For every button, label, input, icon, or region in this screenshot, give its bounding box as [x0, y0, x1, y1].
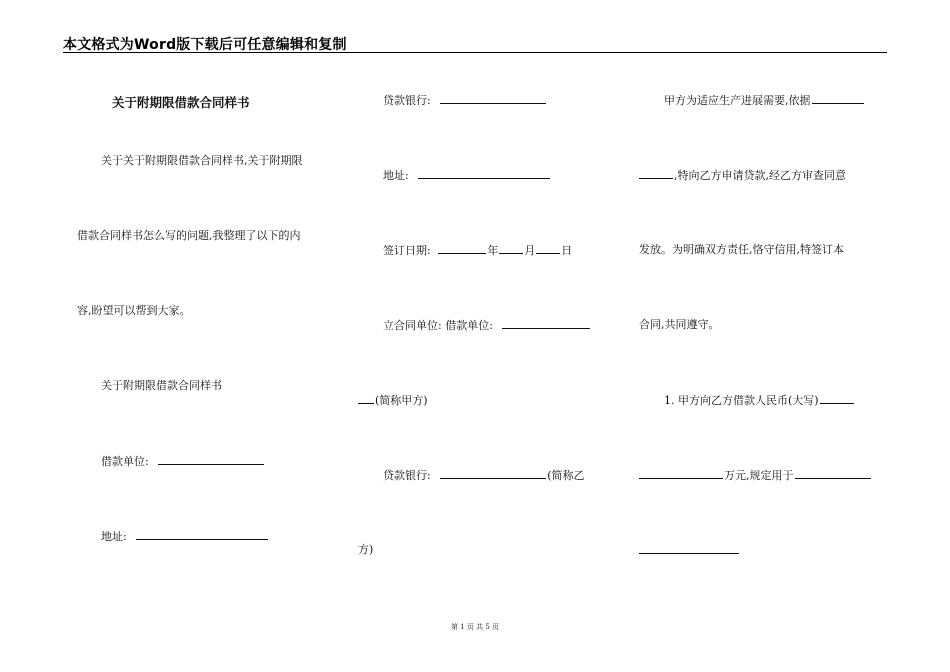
- purpose-line-1: [664, 93, 865, 108]
- borrower-address-field: [101, 529, 269, 544]
- purpose-line-4: 合同,共同遵守。: [639, 318, 720, 331]
- month-label: 月: [524, 244, 536, 257]
- year-label: 年: [487, 244, 499, 257]
- day-label: 日: [561, 244, 573, 257]
- document-header: 本文格式为Word版下载后可任意编辑和复制: [63, 37, 347, 53]
- party-a-note: (简称甲方): [375, 394, 428, 407]
- header-divider: [63, 52, 887, 53]
- party-b-note-end: 方): [358, 543, 374, 556]
- contract-subtitle: 关于附期限借款合同样书: [101, 379, 222, 392]
- address-label: 地址:: [101, 530, 127, 543]
- borrower-blank: [158, 454, 264, 465]
- amount-words-blank: [820, 393, 854, 404]
- lender-bank-field-2: [383, 468, 585, 483]
- month-blank: [499, 243, 523, 254]
- clause-1-text: 1. 甲方向乙方借款人民币(大写): [664, 394, 819, 407]
- purpose-text-1: 甲方为适应生产进展需要,依据: [664, 94, 811, 107]
- borrower-label: 借款单位:: [101, 455, 149, 468]
- borrowing-unit-blank: [502, 318, 590, 329]
- sign-date-label: 签订日期:: [383, 244, 431, 257]
- purpose-line-3: 发放。为明确双方责任,恪守信用,特签订本: [639, 243, 844, 256]
- lender-bank-field: [383, 93, 547, 108]
- lender-bank-blank-2: [440, 468, 546, 479]
- usage-blank-cont: [639, 543, 739, 554]
- lender-address-field: [383, 168, 551, 183]
- party-b-note-start: (简称乙: [547, 469, 585, 482]
- clause-1-cont-text: 万元,规定用于: [724, 469, 794, 482]
- basis-blank-cont: [639, 168, 673, 179]
- purpose-line-2: [639, 168, 846, 183]
- year-blank: [438, 243, 486, 254]
- borrower-field: [101, 454, 265, 469]
- contract-parties-label: 立合同单位: 借款单位:: [383, 319, 493, 332]
- page-number: 第 1 页 共 5 页: [450, 623, 500, 631]
- intro-line-2: 借款合同样书怎么写的问题,我整理了以下的内: [77, 229, 301, 242]
- sign-date-field: [383, 243, 572, 258]
- purpose-text-2: ,特向乙方申请贷款,经乙方审查同意: [674, 169, 846, 182]
- party-a-blank: [358, 393, 374, 404]
- clause-1-cont-line: [639, 468, 872, 483]
- party-a-line: [358, 393, 428, 408]
- intro-line-3: 容,盼望可以帮到大家。: [77, 304, 191, 317]
- lender-bank-label-2: 贷款银行:: [383, 469, 431, 482]
- lender-address-blank: [418, 168, 550, 179]
- lender-bank-blank: [440, 93, 546, 104]
- lender-address-label: 地址:: [383, 169, 409, 182]
- contract-parties-field: [383, 318, 591, 333]
- usage-cont-line: [639, 543, 740, 558]
- intro-line-1: 关于关于附期限借款合同样书,关于附期限: [101, 154, 303, 167]
- borrower-address-blank: [136, 529, 268, 540]
- lender-bank-label: 贷款银行:: [383, 94, 431, 107]
- basis-blank: [812, 93, 864, 104]
- clause-1-line: [664, 393, 855, 408]
- amount-blank: [639, 468, 723, 479]
- document-title: 关于附期限借款合同样书: [112, 95, 250, 110]
- day-blank: [536, 243, 560, 254]
- usage-blank: [795, 468, 871, 479]
